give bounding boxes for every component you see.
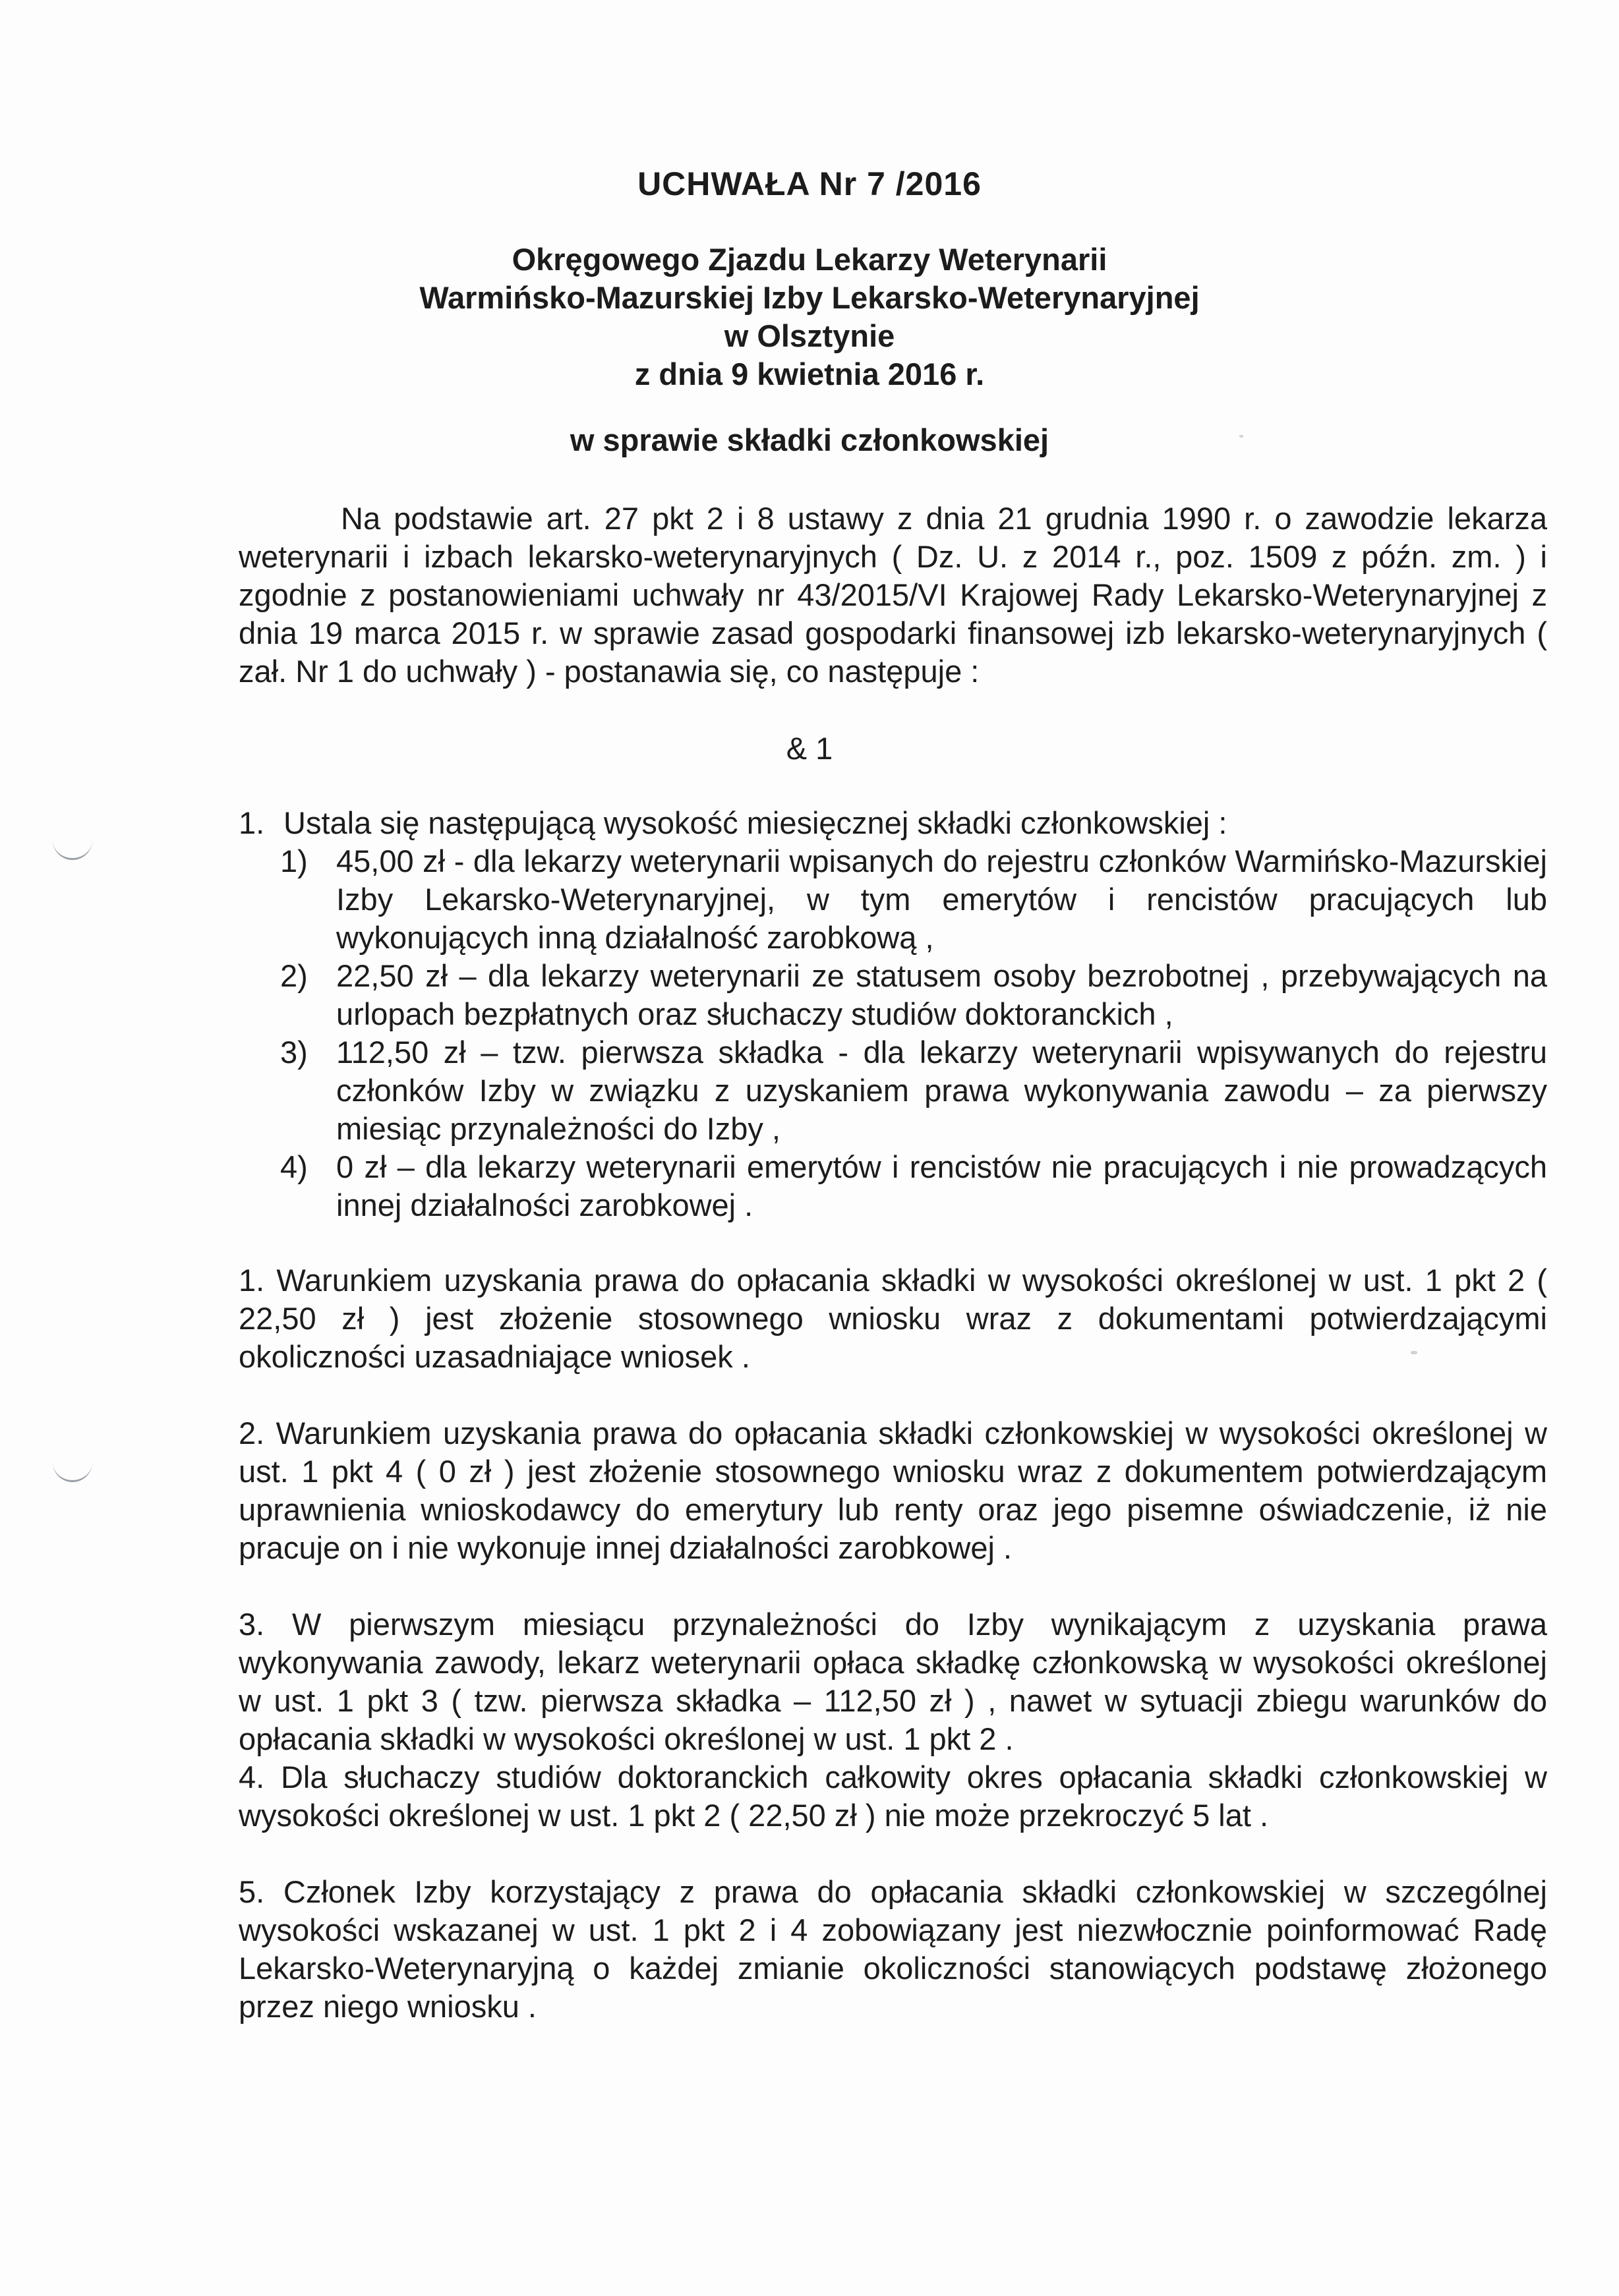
provision-paragraph: 3. W pierwszym miesiącu przynależności do Izby wynikającym z uzyskania prawa wykonywania zawody, lekarz weterynarii opłaca składkę członkowską w wysokości określonej w ust. 1 pkt 3 ( tzw. pierwsza składka – 112,50 zł ) , nawet w sytuacji zbiegu warunków do opłacania składki w wysokości określonej w ust. 1 pkt 2 . [239,1607,1547,1756]
subitem-number: 1) [280,844,308,878]
subitem-text: 0 zł – dla lekarzy weterynarii emerytów i rencistów nie pracujących i nie prowadzących innej działalności zarobkowej . [336,1149,1547,1222]
fee-subitem [280,842,1547,957]
provision-paragraph: 1. Warunkiem uzyskania prawa do opłacania składki w wysokości określonej w ust. 1 pkt 2 ( 22,50 zł ) jest złożenie stosownego wniosku wraz z dokumentami potwierdzającymi okoliczności uzasadniające wniosek . [239,1263,1547,1374]
issuer-block [0,241,1619,393]
fee-subitem [280,957,1547,1033]
issuer-line: Warmińsko-Mazurskiej Izby Lekarsko-Weterynaryjnej [419,280,1200,315]
issuer-date: z dnia 9 kwietnia 2016 r. [634,357,985,391]
subitem-number: 3) [280,1035,308,1070]
subitem-number: 2) [280,958,308,993]
issuer-line: w Olsztynie [724,318,895,353]
punch-hole-mark [53,1454,92,1482]
point-1 [239,804,1547,842]
fee-subitem [280,1033,1547,1148]
subitem-text: 45,00 zł - dla lekarzy weterynarii wpisanych do rejestru członków Warmińsko-Mazurskiej Izby Lekarsko-Weterynaryjnej, w tym emerytów i rencistów pracujących lub wykonujących inną działalność zarobkową , [336,844,1547,955]
provision-paragraph: 2. Warunkiem uzyskania prawa do opłacania składki członkowskiej w wysokości określonej w ust. 1 pkt 4 ( 0 zł ) jest złożenie stosownego wniosku wraz z dokumentem potwierdzającym uprawnienia wnioskodawcy do emerytury lub renty oraz jego pisemne oświadczenie, iż nie pracuje on i nie wykonuje innej działalności zarobkowej . [239,1416,1547,1565]
punch-hole-mark [53,832,92,860]
section-mark: & 1 [786,731,833,766]
point-text: Ustala się następującą wysokość miesięcznej składki członkowskiej : [283,805,1227,840]
point-number: 1. [239,805,265,840]
subitem-text: 22,50 zł – dla lekarzy weterynarii ze statusem osoby bezrobotnej , przebywających na urlopach bezpłatnych oraz słuchaczy studiów doktoranckich , [336,958,1547,1031]
subitem-text: 112,50 zł – tzw. pierwsza składka - dla lekarzy weterynarii wpisywanych do rejestru członków Izby w związku z uzyskaniem prawa wykonywania zawodu – za pierwszy miesiąc przynależności do Izby , [336,1035,1547,1146]
resolution-title: UCHWAŁA Nr 7 /2016 [637,165,982,202]
legal-basis-paragraph: Na podstawie art. 27 pkt 2 i 8 ustawy z dnia 21 grudnia 1990 r. o zawodzie lekarza weterynarii i izbach lekarsko-weterynaryjnych ( Dz. U. z 2014 r., poz. 1509 z późn. zm. ) i zgodnie z postanowieniami uchwały nr 43/2015/VI Krajowej Rady Lekarsko-Weterynaryjnej z dnia 19 marca 2015 r. w sprawie zasad gospodarki finansowej izb lekarsko-weterynaryjnych ( zał. Nr 1 do uchwały ) - postanawia się, co następuje : [239,501,1547,689]
provision-paragraph: 4. Dla słuchaczy studiów doktoranckich całkowity okres opłacania składki członkowskiej w wysokości określonej w ust. 1 pkt 2 ( 22,50 zł ) nie może przekroczyć 5 lat . [239,1760,1547,1833]
fee-subitem [280,1148,1547,1224]
provision-paragraph: 5. Członek Izby korzystający z prawa do opłacania składki członkowskiej w szczególnej wysokości wskazanej w ust. 1 pkt 2 i 4 zobowiązany jest niezwłocznie poinformować Radę Lekarsko-Weterynaryjną o każdej zmianie okoliczności stanowiących podstawę złożonego przez niego wniosku . [239,1874,1547,2024]
subitem-number: 4) [280,1149,308,1184]
resolution-subject: w sprawie składki członkowskiej [570,422,1049,457]
issuer-line: Okręgowego Zjazdu Lekarzy Weterynarii [512,242,1107,277]
